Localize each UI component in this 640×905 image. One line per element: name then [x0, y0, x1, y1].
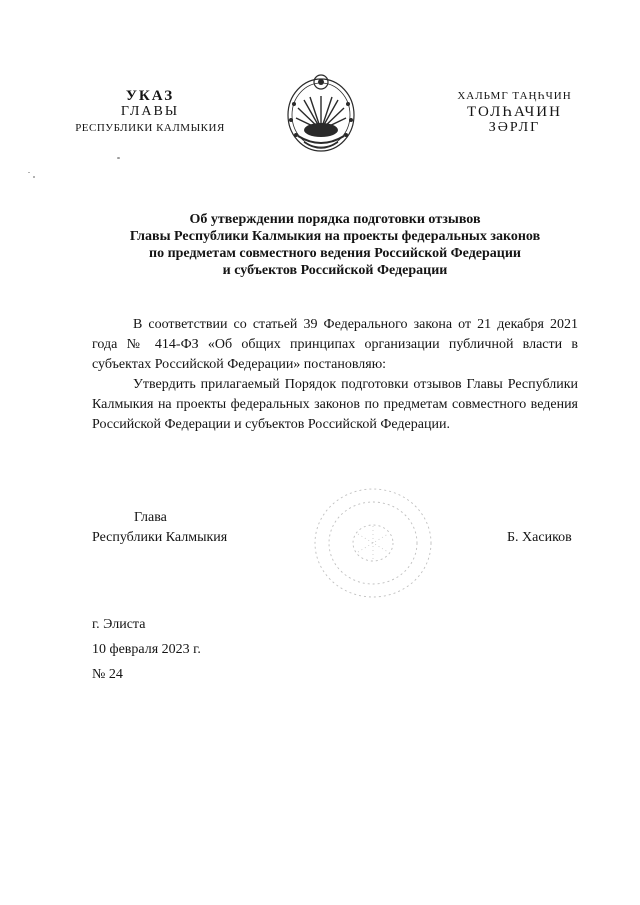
- coat-of-arms-icon: [284, 70, 358, 156]
- issue-date: 10 февраля 2023 г.: [92, 642, 201, 657]
- document-body: [92, 315, 578, 435]
- header-left: [40, 88, 260, 136]
- signatory-title-line1: Глава: [134, 510, 167, 525]
- document-title: [95, 211, 575, 279]
- title-line: и субъектов Российской Федерации: [222, 263, 448, 278]
- header-left-line3: РЕСПУБЛИКИ КАЛМЫКИЯ: [75, 122, 225, 134]
- header-right: [412, 88, 617, 136]
- header-left-line2: ГЛАВЫ: [120, 104, 180, 119]
- scan-speck: [28, 172, 30, 173]
- title-line: Об утверждении порядка подготовки отзывов: [189, 212, 481, 227]
- header-left-line1: УКАЗ: [125, 88, 175, 104]
- header-right-line2: ТОЛҺАЧИН: [467, 104, 562, 120]
- body-paragraph: В соответствии со статьей 39 Федерального закона от 21 декабря 2021 года № 414-ФЗ «Об общих принципах организации публичной власти в субъектах Российской Федерации» постановляю:: [92, 317, 578, 372]
- title-line: по предметам совместного ведения Российской Федерации: [149, 246, 521, 261]
- title-line: Главы Республики Калмыкия на проекты федеральных законов: [129, 229, 541, 244]
- header-right-line1: ХАЛЬМГ ТАҢҺЧИН: [457, 90, 572, 102]
- body-paragraph: Утвердить прилагаемый Порядок подготовки отзывов Главы Республики Калмыкия на проекты федеральных законов по предметам совместного ведения Российской Федерации и субъектов Российской Федерации.: [92, 377, 578, 432]
- signatory-name: Б. Хасиков: [507, 530, 572, 545]
- issue-place: г. Элиста: [92, 617, 146, 632]
- signatory-title-line2: Республики Калмыкия: [92, 530, 228, 545]
- scan-speck: [117, 157, 120, 159]
- scan-speck: [33, 176, 35, 178]
- decree-number: № 24: [92, 667, 123, 682]
- official-seal-icon: [310, 484, 436, 602]
- signatory-title: [92, 508, 292, 548]
- header-right-line3: ЗӘРЛГ: [488, 120, 541, 135]
